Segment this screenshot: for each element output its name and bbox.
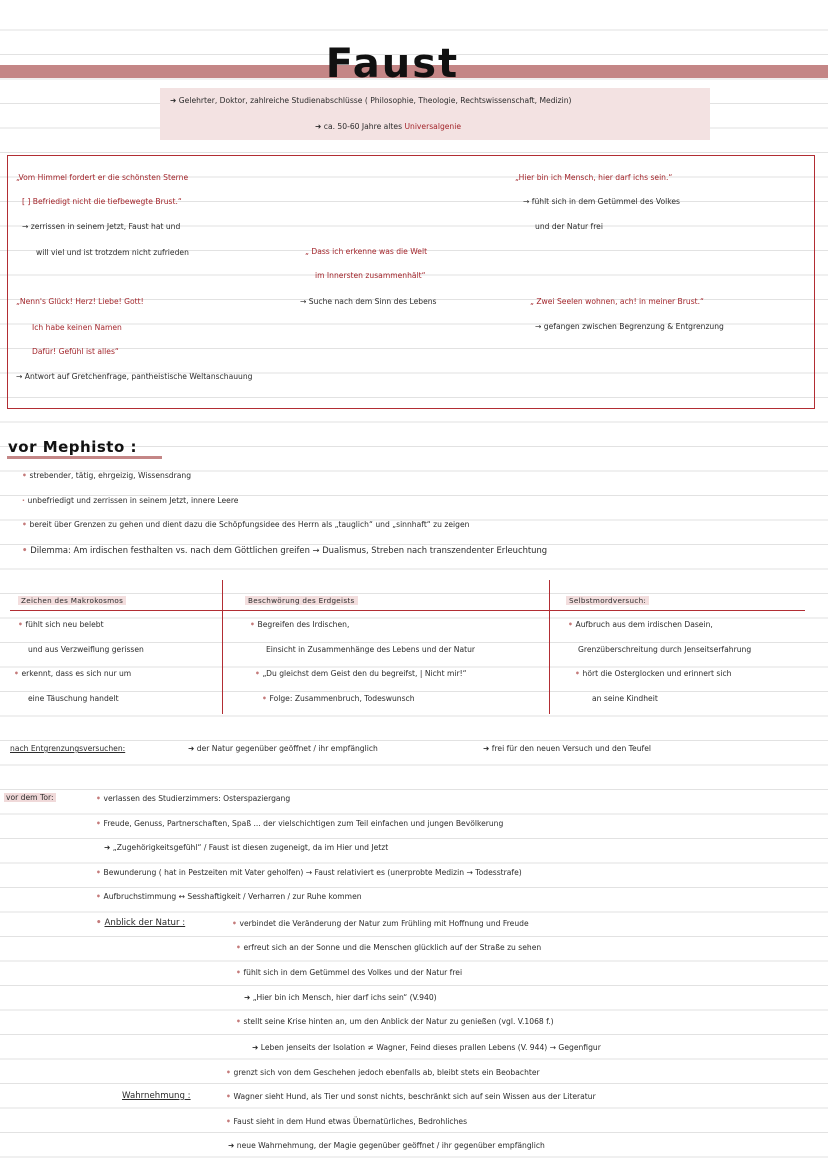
list-item: ➜ „Hier bin ich Mensch, hier darf ichs sein“ (V.940) — [244, 993, 437, 1002]
quote-3-note-2: und der Natur frei — [535, 222, 603, 231]
list-item: • Wagner sieht Hund, als Tier und sonst nichts, beschränkt sich auf sein Wissen aus der Literatur — [226, 1092, 596, 1101]
table-cell: und aus Verzweiflung gerissen — [28, 645, 144, 654]
table-cell: • fühlt sich neu belebt — [18, 620, 104, 629]
table-cell: • „Du gleichst dem Geist den du begreifst, | Nicht mir!“ — [255, 669, 467, 678]
bullet-icon: • — [22, 520, 30, 529]
table-cell: Grenzüberschreitung durch Jenseitserfahrung — [578, 645, 752, 654]
quotes-frame — [7, 155, 815, 409]
table-cell: • Folge: Zusammenbruch, Todeswunsch — [262, 694, 415, 703]
quote-4-line-3: Dafür! Gefühl ist alles“ — [32, 347, 119, 356]
list-item: ➜ neue Wahrnehmung, der Magie gegenüber geöffnet / ihr gegenüber empfänglich — [228, 1141, 545, 1150]
label-anblick-der-natur: • Anblick der Natur : — [96, 918, 186, 928]
quote-1-note-2: will viel und ist trotzdem nicht zufrieden — [36, 248, 189, 257]
label-wahrnehmung: Wahrnehmung : — [122, 1091, 191, 1101]
table-cell: • erkennt, dass es sich nur um — [14, 669, 132, 678]
table-divider — [222, 580, 223, 714]
quote-3-note-1: → fühlt sich in dem Getümmel des Volkes — [523, 197, 680, 206]
quote-1-note-1: → zerrissen in seinem Jetzt, Faust hat und — [22, 222, 181, 231]
table-cell: an seine Kindheit — [592, 694, 658, 703]
list-item: · unbefriedigt und zerrissen in seinem Jetzt, innere Leere — [22, 496, 239, 505]
quote-1-line-2: [ ] Befriedigt nicht die tiefbewegte Brust.“ — [22, 197, 182, 206]
quote-4-note: → Antwort auf Gretchenfrage, pantheistische Weltanschauung — [16, 372, 253, 381]
table-cell: eine Täuschung handelt — [28, 694, 119, 703]
entgrenzung-item-2: ➜ frei für den neuen Versuch und den Teufel — [483, 744, 651, 753]
quote-5-line-1: „ Zwei Seelen wohnen, ach! in meiner Brust.“ — [530, 297, 704, 306]
label-vor-dem-tor: vor dem Tor: — [6, 793, 54, 802]
list-item: • Dilemma: Am irdischen festhalten vs. nach dem Göttlichen greifen → Dualismus, Streben nach transzendenter Erleuchtung — [22, 545, 548, 555]
quote-2-line-2: im Innersten zusammenhält“ — [315, 271, 426, 280]
page-title: Faust — [325, 41, 460, 87]
table-cell: Einsicht in Zusammenhänge des Lebens und der Natur — [266, 645, 476, 654]
heading-underline — [7, 456, 162, 459]
table-column-header: Beschwörung des Erdgeists — [245, 596, 358, 605]
intro-line-2 — [315, 122, 461, 131]
quote-4-line-2: Ich habe keinen Namen — [32, 323, 122, 332]
list-item: • Aufbruchstimmung ↔ Sesshaftigkeit / Verharren / zur Ruhe kommen — [96, 892, 362, 901]
quote-2-note: → Suche nach dem Sinn des Lebens — [300, 297, 437, 306]
list-item: • grenzt sich von dem Geschehen jedoch ebenfalls ab, bleibt stets ein Beobachter — [226, 1068, 540, 1077]
intro-line-1: ➜ Gelehrter, Doktor, zahlreiche Studienabschlüsse ( Philosophie, Theologie, Rechtswissenschaft, Medizin) — [170, 96, 572, 105]
list-item: • erfreut sich an der Sonne und die Menschen glücklich auf der Straße zu sehen — [236, 943, 542, 952]
list-item: • fühlt sich in dem Getümmel des Volkes und der Natur frei — [236, 968, 463, 977]
quote-2-line-1: „ Dass ich erkenne was die Welt — [305, 247, 428, 256]
bullet-icon: • — [22, 471, 30, 480]
table-column-header: Zeichen des Makrokosmos — [18, 596, 126, 605]
table-divider — [549, 580, 550, 714]
bullet-icon: · — [22, 496, 28, 505]
section-heading-vor-mephisto: vor Mephisto : — [8, 438, 137, 456]
list-item: • Freude, Genuss, Partnerschaften, Spaß ... der vielschichtigen zum Teil einfachen und jungen Bevölkerung — [96, 819, 504, 828]
quote-3-line-1: „Hier bin ich Mensch, hier darf ichs sein.“ — [515, 173, 673, 182]
list-item: • stellt seine Krise hinten an, um den Anblick der Natur zu genießen (vgl. V.1068 f.) — [236, 1017, 554, 1026]
intro-highlight: Universalgenie — [404, 122, 462, 131]
list-item: • verlassen des Studierzimmers: Osterspaziergang — [96, 794, 291, 803]
list-item: • strebender, tätig, ehrgeizig, Wissensdrang — [22, 471, 192, 480]
list-item: • Faust sieht in dem Hund etwas Übernatürliches, Bedrohliches — [226, 1117, 468, 1126]
table-cell: • hört die Osterglocken und erinnert sich — [575, 669, 732, 678]
list-item: ➜ „Zugehörigkeitsgefühl“ / Faust ist diesen zugeneigt, da im Hier und Jetzt — [104, 843, 389, 852]
table-divider — [10, 610, 805, 611]
list-item: • Bewunderung ( hat in Pestzeiten mit Vater geholfen) → Faust relativiert es (unerprobte Medizin → Todesstrafe) — [96, 868, 522, 877]
list-item: • bereit über Grenzen zu gehen und dient dazu die Schöpfungsidee des Herrn als „tauglich“ und „sinnhaft“ zu zeigen — [22, 520, 470, 529]
label-nach-entgrenzung: nach Entgrenzungsversuchen: — [10, 744, 126, 753]
quote-1-line-1: „Vom Himmel fordert er die schönsten Sterne — [16, 173, 189, 182]
table-cell: • Aufbruch aus dem irdischen Dasein, — [568, 620, 713, 629]
quote-5-note: → gefangen zwischen Begrenzung & Entgrenzung — [535, 322, 724, 331]
list-item: ➜ Leben jenseits der Isolation ≠ Wagner, Feind dieses prallen Lebens (V. 944) → Gegenfigur — [252, 1043, 601, 1052]
list-item: • verbindet die Veränderung der Natur zum Frühling mit Hoffnung und Freude — [232, 919, 529, 928]
table-column-header: Selbstmordversuch: — [566, 596, 649, 605]
intro-line-2-prefix: ➜ ca. 50-60 Jahre altes — [315, 122, 405, 131]
quote-4-line-1: „Nenn's Glück! Herz! Liebe! Gott! — [16, 297, 144, 306]
entgrenzung-item-1: ➜ der Natur gegenüber geöffnet / ihr empfänglich — [188, 744, 378, 753]
table-cell: • Begreifen des Irdischen, — [250, 620, 350, 629]
bullet-icon: • — [22, 545, 31, 555]
